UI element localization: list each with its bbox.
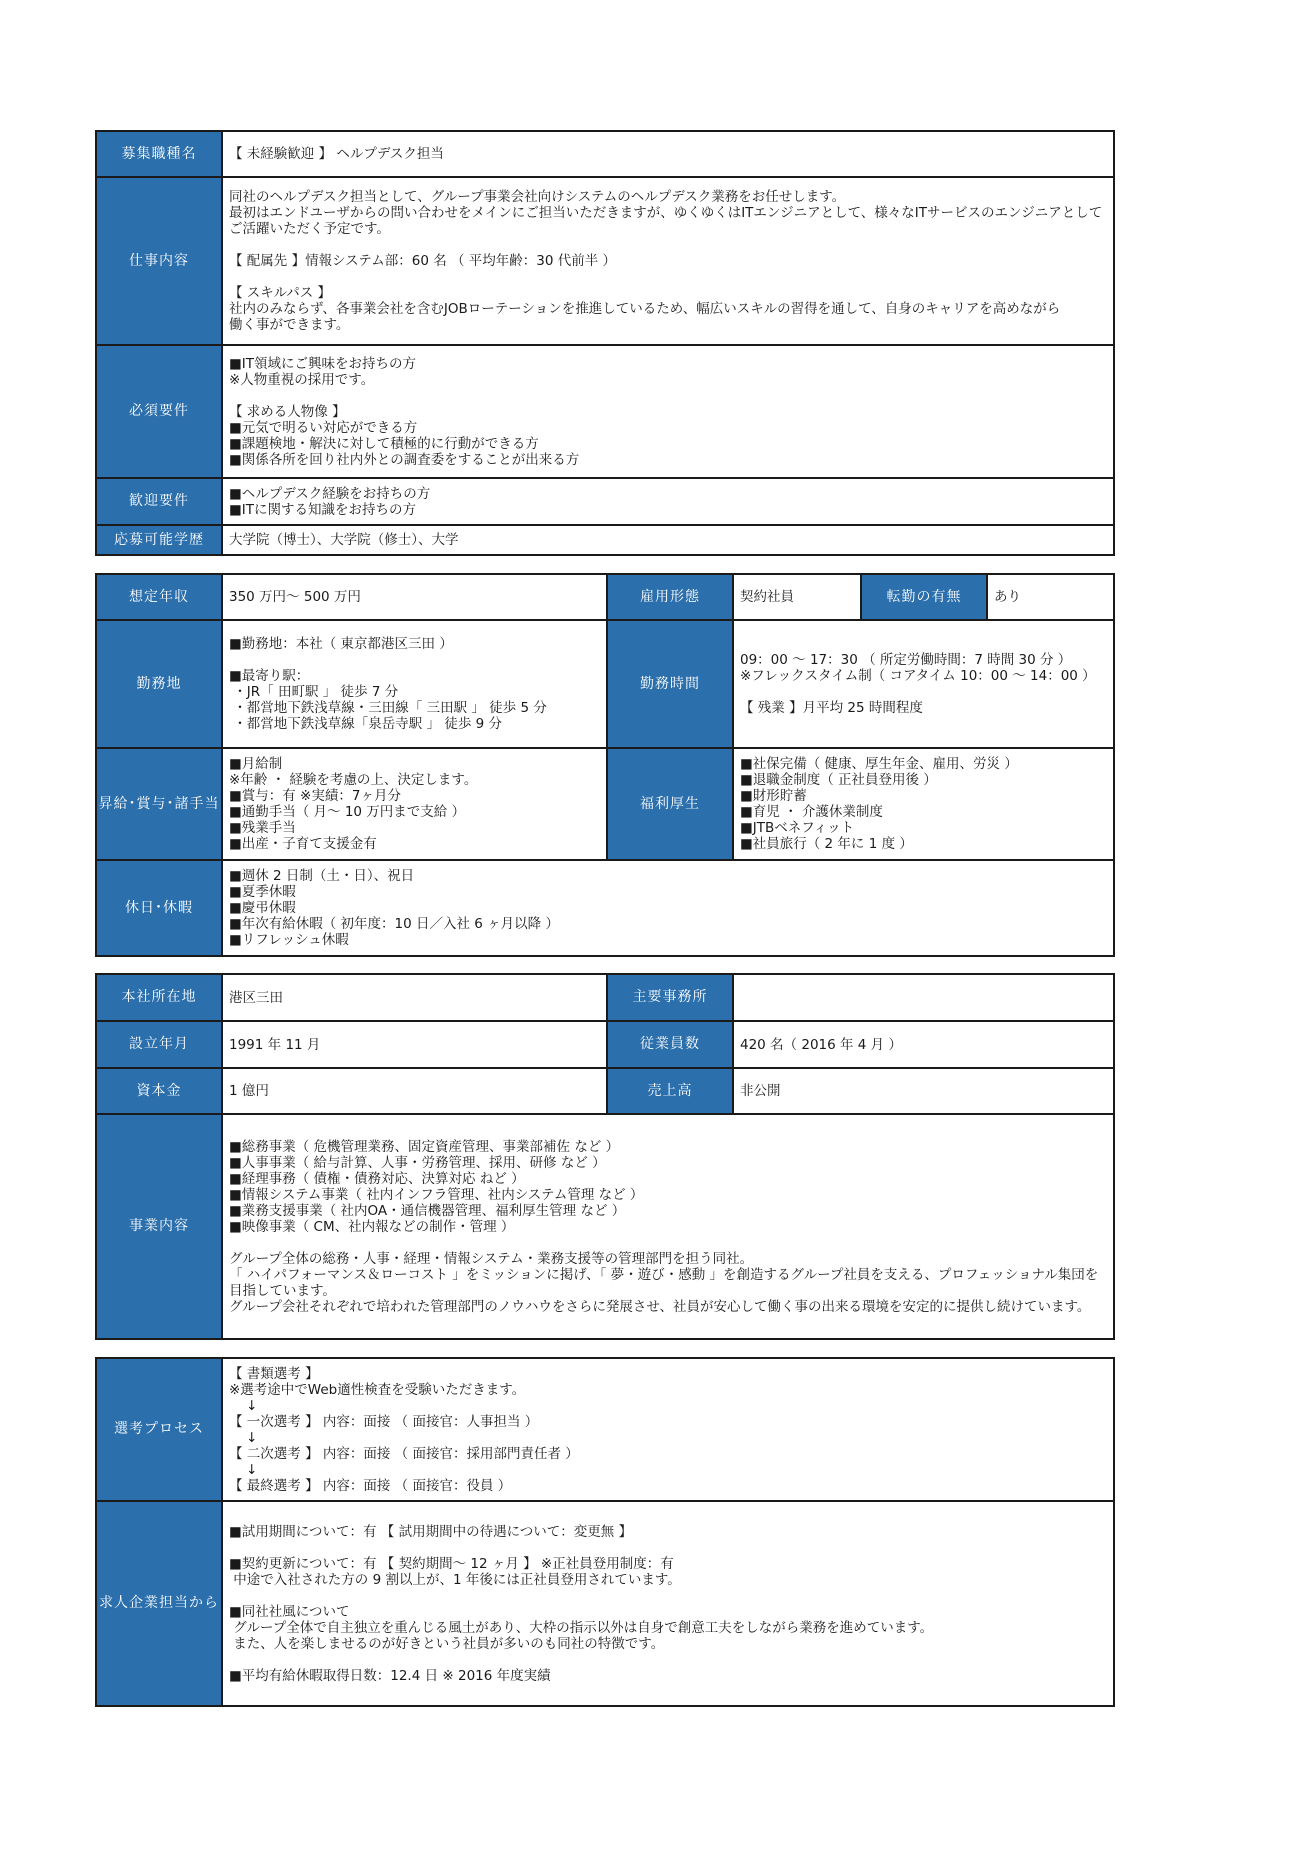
capital-label: 資本金: [96, 1068, 222, 1114]
recruiter-label: 求人企業担当から: [96, 1501, 222, 1706]
job-title-value: 【 未経験歓迎 】 ヘルプデスク担当: [222, 131, 1114, 177]
employees-value: 420 名（ 2016 年 4 月 ）: [733, 1021, 1114, 1068]
conditions-table: [95, 573, 1115, 957]
duties-label: 仕事内容: [96, 177, 222, 345]
holidays-value: ■週休 2 日制（土・日）、祝日 ■夏季休暇 ■慶弔休暇 ■年次有給休暇（ 初年度：10 日／入社 6 ヶ月以降 ） ■リフレッシュ休暇: [222, 860, 1114, 956]
holidays-label: 休日･休暇: [96, 860, 222, 956]
employment-label: 雇用形態: [607, 574, 733, 620]
salary-value: 350 万円～ 500 万円: [222, 574, 607, 620]
welcome-value: ■ヘルプデスク経験をお持ちの方 ■ITに関する知識をお持ちの方: [222, 478, 1114, 525]
hq-label: 本社所在地: [96, 974, 222, 1021]
transfer-value: あり: [987, 574, 1114, 620]
selection-table: [95, 1357, 1115, 1707]
process-value: 【 書類選考 】 ※選考途中でWeb適性検査を受験いただきます。 ↓ 【 一次選考 】 内容：面接 （ 面接官：人事担当 ） ↓ 【 二次選考 】 内容：面接 （ 面接官：採用部門責任者 ） ↓ 【 最終選考 】 内容：面接 （ 面接官：役員 ）: [222, 1358, 1114, 1501]
transfer-label: 転勤の有無: [861, 574, 987, 620]
salary-label: 想定年収: [96, 574, 222, 620]
company-table: [95, 973, 1115, 1340]
education-value: 大学院（博士）、大学院（修士）、大学: [222, 525, 1114, 555]
hours-label: 勤務時間: [607, 620, 733, 748]
location-value: ■勤務地：本社（ 東京都港区三田 ） ■最寄り駅： ・JR「 田町駅 」 徒歩 7 分 ・都営地下鉄浅草線・三田線「 三田駅 」 徒歩 5 分 ・都営地下鉄浅草線「泉岳寺駅 」 徒歩 9 分: [222, 620, 607, 748]
sales-label: 売上高: [607, 1068, 733, 1114]
employees-label: 従業員数: [607, 1021, 733, 1068]
office-value: [733, 974, 1114, 1021]
welfare-label: 福利厚生: [607, 748, 733, 860]
welfare-value: ■社保完備（ 健康、厚生年金、雇用、労災 ） ■退職金制度（ 正社員登用後 ） ■財形貯蓄 ■育児 ・ 介護休業制度 ■JTBベネフィット ■社員旅行（ 2 年に 1 度 ）: [733, 748, 1114, 860]
sales-value: 非公開: [733, 1068, 1114, 1114]
welcome-label: 歓迎要件: [96, 478, 222, 525]
education-label: 応募可能学歴: [96, 525, 222, 555]
job-title-label: 募集職種名: [96, 131, 222, 177]
founded-value: 1991 年 11 月: [222, 1021, 607, 1068]
business-value: ■総務事業（ 危機管理業務、固定資産管理、事業部補佐 など ） ■人事事業（ 給与計算、人事・労務管理、採用、研修 など ） ■経理事務（ 債権・債務対応、決算対応 ねど ） ■情報システム事業（ 社内インフラ管理、社内システム管理 など ） ■業務支援事業（ 社内OA・通信機器管理、福利厚生管理 など ） ■映像事業（ CM、社内報などの制作・管理 ） グループ全体の総務・人事・経理・情報システム・業務支援等の管理部門を担う同社。 「 ハイパフォーマンス＆ローコスト 」をミッションに掲げ、「 夢・遊び・感動 」を創造するグループ社員を支える、プロフェッショナル集団を 目指しています。 グループ会社それぞれで培われた管理部門のノウハウをさらに発展させ、社員が安心して働く事の出来る環境を安定的に提供し続けています。: [222, 1114, 1114, 1339]
hours-value: 09：00 ～ 17：30 （ 所定労働時間：7 時間 30 分 ） ※フレックスタイム制（ コアタイム 10：00 ～ 14：00 ） 【 残業 】月平均 25 時間程度: [733, 620, 1114, 748]
raise-label: 昇給･賞与･諸手当: [96, 748, 222, 860]
hq-value: 港区三田: [222, 974, 607, 1021]
duties-value: 同社のヘルプデスク担当として、グループ事業会社向けシステムのヘルプデスク業務をお任せします。 最初はエンドユーザからの問い合わせをメインにご担当いただきますが、ゆくゆくはITエンジニアとして、様々なITサービスのエンジニアとして ご活躍いただく予定です。 【 配属先 】情報システム部：60 名 （ 平均年齢：30 代前半 ） 【 スキルパス 】 社内のみならず、各事業会社を含むJOBローテーションを推進しているため、幅広いスキルの習得を通して、自身のキャリアを高めながら 働く事ができます。: [222, 177, 1114, 345]
business-label: 事業内容: [96, 1114, 222, 1339]
recruiter-value: ■試用期間について：有 【 試用期間中の待遇について：変更無 】 ■契約更新について：有 【 契約期間～ 12 ヶ月 】 ※正社員登用制度：有 中途で入社された方の 9 割以上が、1 年後には正社員登用されています。 ■同社社風について グループ全体で自主独立を重んじる風土があり、大枠の指示以外は自身で創意工夫をしながら業務を進めています。 また、人を楽しませるのが好きという社員が多いのも同社の特徴です。 ■平均有給休暇取得日数：12.4 日 ※ 2016 年度実績: [222, 1501, 1114, 1706]
required-value: ■IT領域にご興味をお持ちの方 ※人物重視の採用です。 【 求める人物像 】 ■元気で明るい対応ができる方 ■課題検地・解決に対して積極的に行動ができる方 ■関係各所を回り社内外との調査委をすることが出来る方: [222, 345, 1114, 478]
capital-value: 1 億円: [222, 1068, 607, 1114]
required-label: 必須要件: [96, 345, 222, 478]
process-label: 選考プロセス: [96, 1358, 222, 1501]
founded-label: 設立年月: [96, 1021, 222, 1068]
employment-value: 契約社員: [733, 574, 861, 620]
job-table: [95, 130, 1115, 556]
location-label: 勤務地: [96, 620, 222, 748]
raise-value: ■月給制 ※年齢 ・ 経験を考慮の上、決定します。 ■賞与：有 ※実績：7ヶ月分 ■通勤手当（ 月～ 10 万円まで支給 ） ■残業手当 ■出産・子育て支援金有: [222, 748, 607, 860]
office-label: 主要事務所: [607, 974, 733, 1021]
